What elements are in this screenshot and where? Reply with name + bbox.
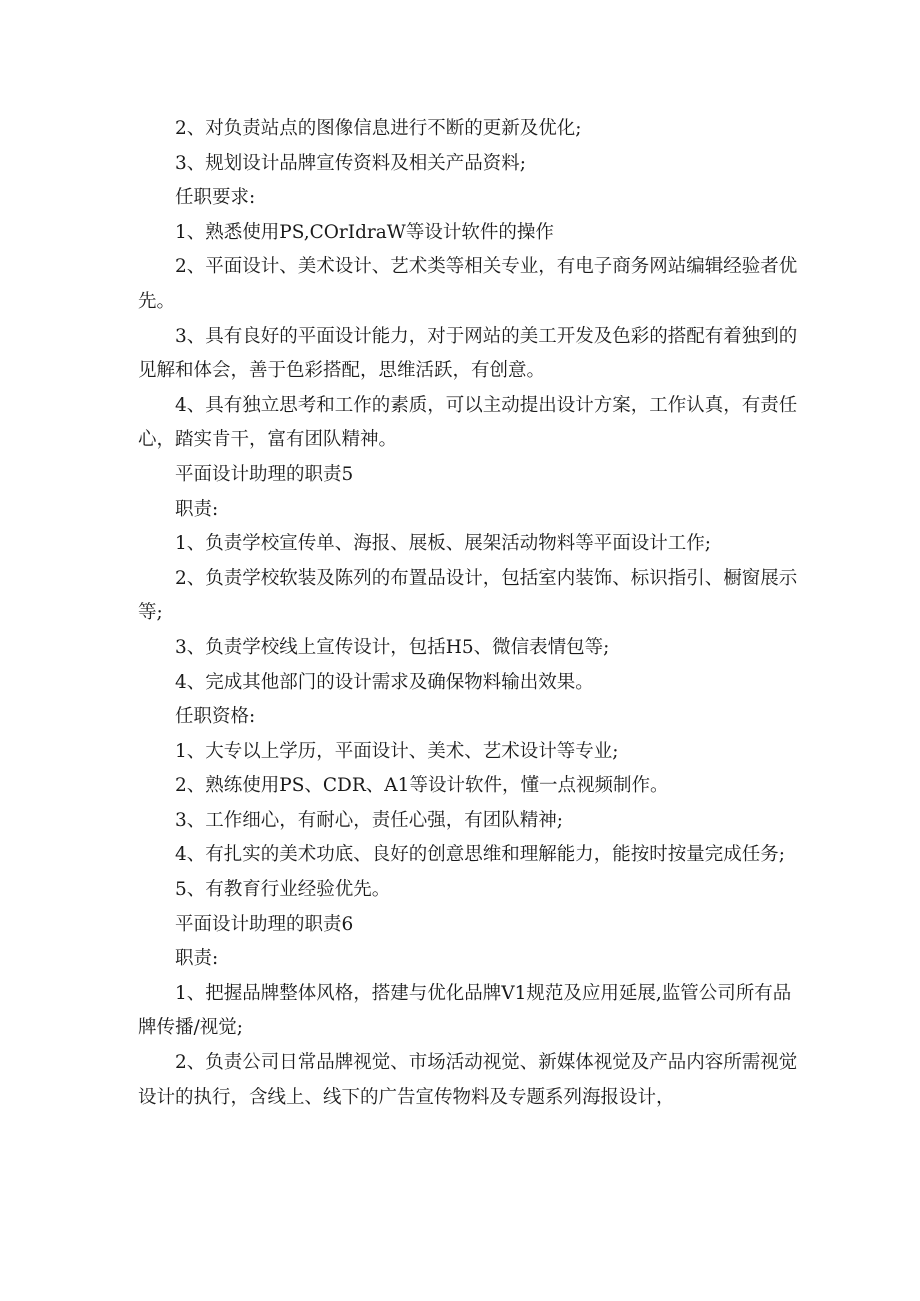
- paragraph: 4、有扎实的美术功底、良好的创意思维和理解能力，能按时按量完成任务;: [175, 844, 786, 866]
- paragraph: 1、负责学校宣传单、海报、展板、展架活动物料等平面设计工作;: [175, 533, 712, 555]
- paragraph: 3、工作细心，有耐心，责任心强，有团队精神;: [175, 809, 564, 831]
- paragraph: 1、把握品牌整体风格，搭建与优化品牌V1规范及应用延展,监管公司所有品牌传播/视觉;: [138, 982, 792, 1039]
- paragraph: 4、具有独立思考和工作的素质，可以主动提出设计方案，工作认真，有责任心，踏实肯干，富有团队精神。: [138, 394, 798, 451]
- paragraph: 3、规划设计品牌宣传资料及相关产品资料;: [175, 152, 527, 174]
- paragraph: 1、大专以上学历，平面设计、美术、艺术设计等专业;: [175, 740, 619, 762]
- section-label: 职责:: [175, 948, 219, 970]
- paragraph: 3、负责学校线上宣传设计，包括H5、微信表情包等;: [175, 636, 610, 658]
- section-label: 职责:: [175, 498, 219, 520]
- paragraph: 4、完成其他部门的设计需求及确保物料输出效果。: [175, 671, 594, 693]
- paragraph: 3、具有良好的平面设计能力，对于网站的美工开发及色彩的搭配有着独到的见解和体会，善于色彩搭配，思维活跃，有创意。: [138, 325, 798, 382]
- paragraph: 2、对负责站点的图像信息进行不断的更新及优化;: [175, 118, 582, 139]
- section-heading: 平面设计助理的职责6: [175, 913, 354, 935]
- document-body: [138, 112, 798, 1115]
- paragraph: 2、平面设计、美术设计、艺术类等相关专业，有电子商务网站编辑经验者优先。: [138, 256, 798, 312]
- paragraph: 5、有教育行业经验优先。: [175, 879, 391, 901]
- paragraph: 1、熟悉使用PS,COrIdraW等设计软件的操作: [175, 221, 554, 243]
- section-heading: 平面设计助理的职责5: [175, 463, 354, 485]
- paragraph: 2、熟练使用PS、CDR、A1等设计软件，懂一点视频制作。: [175, 775, 669, 797]
- paragraph: 2、负责学校软装及陈列的布置品设计，包括室内装饰、标识指引、橱窗展示等;: [138, 567, 798, 624]
- section-label: 任职要求:: [175, 187, 256, 209]
- section-label: 任职资格:: [175, 706, 256, 728]
- paragraph: 2、负责公司日常品牌视觉、市场活动视觉、新媒体视觉及产品内容所需视觉设计的执行，含线上、线下的广告宣传物料及专题系列海报设计，: [138, 1052, 798, 1108]
